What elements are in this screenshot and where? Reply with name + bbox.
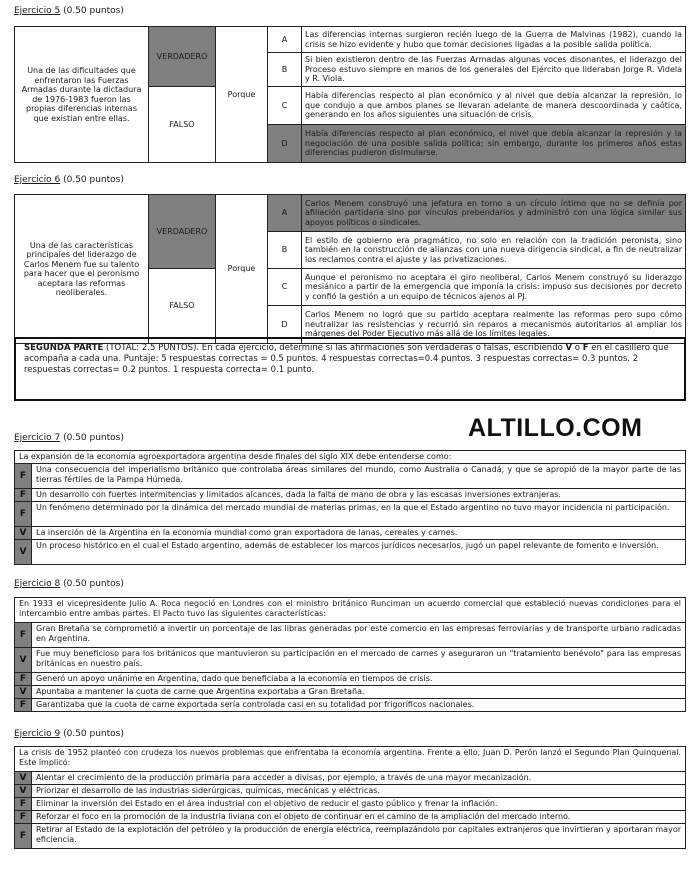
ex6-option-text-selected: Carlos Menem construyó una jefatura en torno a un círculo íntimo que no se definía por afiliación partidaria sino por vínculos prebendarios y administró con una lógica similar sus apoyos políticos o sindicales. [302,195,686,232]
ex5-table [14,26,686,163]
part2-text-b: en el casillero que acompaña a cada una. Puntaje: 5 respuestas correctas = 0.5 puntos. 4 respuestas correctas=0.4 puntos. 3 respuestas correctas= 0.3 puntos. 2 respuestas correctas= 0.2 puntos. 1 respuesta correcta= 0.1 punto. [24,343,669,375]
ex6-title [14,175,124,185]
answer-box[interactable]: F [15,623,32,648]
statement-text: Un proceso histórico en el cual el Estado argentino, además de establecer los marcos jurídicos necesarios, jugó un papel relevante de fomento e inversión. [32,540,686,565]
statement-text: Un fenómeno determinado por la dinámica del mercado mundial de materias primas, en la que el Estado argentino no tuvo mayor incidencia ni participación. [32,502,686,527]
ex7-table [14,450,686,565]
ex5-option-text: Las diferencias internas surgieron recién luego de la Guerra de Malvinas (1982), cuando la crisis se hizo evidente y hubo que tomar decisiones ligadas a la posible salida política. [302,27,686,53]
ex6-option-letter[interactable]: D [268,306,302,344]
answer-box[interactable]: V [15,648,32,673]
part2-f: F [582,343,589,353]
ex6-option-letter[interactable]: C [268,269,302,306]
statement-text: Apuntaba a mantener la cuota de carne que Argentina exportaba a Gran Bretaña. [32,686,686,699]
ex6-option-text: El estilo de gobierno era pragmático, no solo en relación con la tradición peronista, sino también en la construcción de alianzas con una nueva dirigencia sindical, a fin de neutralizar los reclamos contra el ajuste y las privatizaciones. [302,232,686,269]
ex7-points: (0.50 puntos) [63,433,124,443]
ex7-stem: La expansión de la economía agroexportadora argentina desde finales del siglo XIX debe entenderse como: [15,451,686,464]
ex6-option-letter-selected[interactable]: A [268,195,302,232]
ex9-points: (0.50 puntos) [63,729,124,739]
part2-total: (TOTAL: 2.5 PUNTOS). [106,343,200,353]
statement-text: Un desarrollo con fuertes intermitencias y limitados alcances, dada la falta de mano de obra y las escasas inversiones extranjeras. [32,489,686,502]
ex8-points: (0.50 puntos) [63,579,124,589]
answer-box[interactable]: V [15,785,32,798]
ex5-option-text-selected: Había diferencias respecto al plan económico, el nivel que debía alcanzar la represión y la negociación de una posible salida política; sin embargo, durante los primeros años estas diferencias pudieron disimularse. [302,125,686,163]
ex6-option-text: Aunque el peronismo no aceptara el giro neoliberal, Carlos Menem construyó su liderazgo mesiánico a partir de la emergencia que imponía la crisis: impuso sus decisiones por decreto y confió la gestión a un equipo de técnicos ajenos al PJ. [302,269,686,306]
statement-text: Priorizar el desarrollo de las industrias siderúrgicas, químicas, mecánicas y eléctricas. [32,785,686,798]
answer-box[interactable]: F [15,811,32,824]
ex5-option-letter-selected[interactable]: D [268,125,302,163]
statement-text: Una consecuencia del imperialismo británico que controlaba áreas similares del mundo, como Australia o Canadá, y que se apropió de la mayor parte de las tierras fértiles de la Pampa Húmeda. [32,464,686,489]
ex8-title-label: Ejercicio 8 [14,579,61,589]
statement-text: Alentar el crecimiento de la producción primaria para acceder a divisas, por ejemplo, a través de una mayor mecanización. [32,772,686,785]
ex5-title [14,6,124,16]
part2-v: V [565,343,573,353]
ex6-verdadero-cell[interactable]: VERDADERO [149,195,216,269]
ex7-title [14,433,124,443]
statement-text: Eliminar la inversión del Estado en el área industrial con el objetivo de reducir el gasto público y frenar la inflación. [32,798,686,811]
ex5-question: Una de las dificultades que enfrentaron las Fuerzas Armadas durante la dictadura de 1976-1983 fueron las propias diferencias internas que existian entre ellas. [15,27,149,163]
ex6-title-label: Ejercicio 6 [14,175,61,185]
ex6-points: (0.50 puntos) [63,175,124,185]
ex8-table [14,597,686,712]
answer-box[interactable]: F [15,502,32,527]
ex6-question: Una de las características principales del liderazgo de Carlos Menem fue su talento para hacer que el peronismo aceptara las reformas neoliberales. [15,195,149,344]
answer-box[interactable]: V [15,527,32,540]
ex6-porque: Porque [216,195,268,344]
ex9-table [14,746,686,849]
answer-box[interactable]: F [15,489,32,502]
ex6-falso-cell[interactable]: FALSO [149,269,216,344]
statement-text: La inserción de la Argentina en la economía mundial como gran exportadora de lanas, cereales y carnes. [32,527,686,540]
answer-box[interactable]: V [15,686,32,699]
ex5-points: (0.50 puntos) [63,6,124,16]
statement-text: Garantizaba que la cuota de carne exportada sería controlada casi en su totalidad por frigoríficos nacionales. [32,699,686,712]
answer-box[interactable]: F [15,798,32,811]
statement-text: Fue muy beneficioso para los británicos que mantuvieron su participación en el mercado de carnes y aseguraron un "tratamiento benévolo" para las empresas británicas en nuestro país. [32,648,686,673]
statement-text: Gran Bretaña se comprometió a invertir un porcentaje de las libras generadas por este comercio en las empresas ferroviarias y de transporte urbano radicadas en Argentina. [32,623,686,648]
ex5-option-letter[interactable]: C [268,87,302,125]
part2-text-a: En cada ejercicio, determine si las afirmaciones son verdaderas o falsas, escribiendo [201,343,563,353]
altillo-logo: ALTILLO.COM [468,414,643,442]
ex5-option-text: Había diferencias respecto al plan económico y al nivel que debía alcanzar la represión, lo que condujo a que ambos planes se llevaran adelante de manera descoordinada y caótica, generando en los años siguientes una situación de crisis. [302,87,686,125]
statement-text: Reforzar el foco en la promoción de la industria liviana con el objeto de continuar en el camino de la ampliación del mercado interno. [32,811,686,824]
answer-box[interactable]: F [15,673,32,686]
ex8-title [14,579,124,589]
ex6-option-letter[interactable]: B [268,232,302,269]
answer-box[interactable]: F [15,699,32,712]
answer-box[interactable]: V [15,772,32,785]
ex5-verdadero-cell[interactable]: VERDADERO [149,27,216,87]
answer-box[interactable]: F [15,464,32,489]
ex9-title [14,729,124,739]
part2-instructions-box [14,337,686,401]
ex5-title-label: Ejercicio 5 [14,6,61,16]
ex5-falso-cell[interactable]: FALSO [149,87,216,163]
ex5-porque: Porque [216,27,268,163]
answer-box[interactable]: V [15,540,32,565]
ex5-option-letter[interactable]: B [268,53,302,87]
ex6-table [14,194,686,344]
statement-text: Retirar al Estado de la explotación del petróleo y la producción de energía eléctrica, reemplazándolo por capitales extranjeros que invirtieran y aportaran mayor eficiencia. [32,824,686,849]
part2-o: o [574,343,580,353]
ex9-title-label: Ejercicio 9 [14,729,61,739]
statement-text: Generó un apoyo unánime en Argentina, dado que beneficiaba a la economía en tiempos de crisis. [32,673,686,686]
ex9-stem: La crisis de 1952 planteó con crudeza los nuevos problemas que enfrentaba la economía argentina. Frente a ello, Juan D. Perón lanzó el Segundo Plan Quinquenal. Este implicó: [15,747,686,772]
ex5-option-letter[interactable]: A [268,27,302,53]
ex8-stem: En 1933 el vicepresidente Julio A. Roca negoció en Londres con el ministro británico Runciman un acuerdo comercial que estableció nuevas condiciones para el intercambio entre ambas partes. El Pacto tuvo las siguientes características: [15,598,686,623]
ex7-title-label: Ejercicio 7 [14,433,61,443]
part2-heading: SEGUNDA PARTE [24,343,104,353]
ex5-option-text: Si bien existieron dentro de las Fuerzas Armadas algunas voces disonantes, el liderazgo del Proceso estuvo siempre en manos de los generales del Ejército que lideraban Jorge R. Videla y R. Viola. [302,53,686,87]
answer-box[interactable]: F [15,824,32,849]
ex6-option-text: Carlos Menem no logró que su partido aceptara realmente las reformas pero supo cómo neutralizar las resistencias y recurrió sin reparos a mecanismos autoritarios al ampliar los márgenes del Poder Ejecutivo más allá de los límites legales. [302,306,686,344]
